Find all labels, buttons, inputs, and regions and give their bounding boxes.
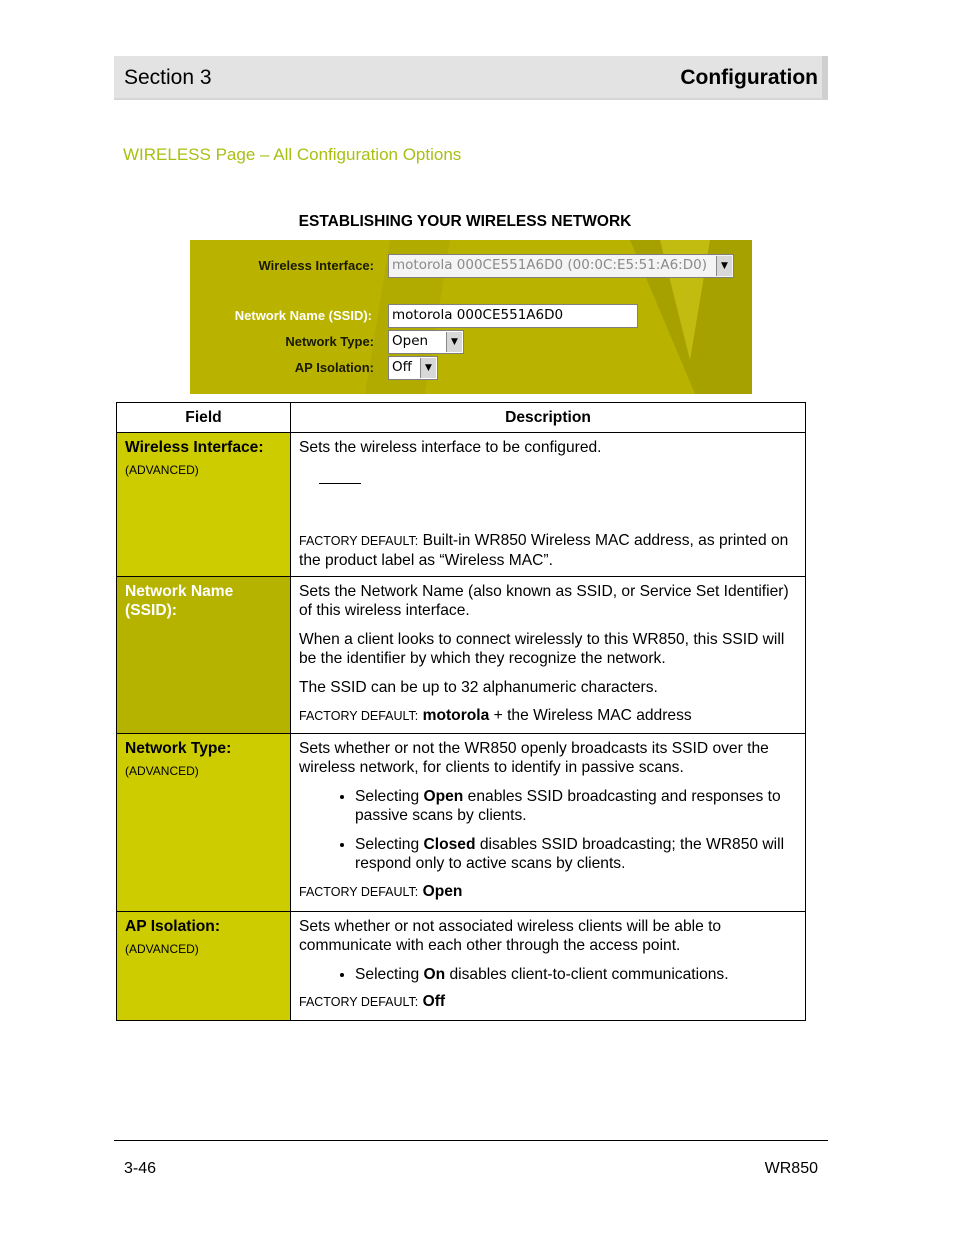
table-row: [117, 733, 806, 911]
field-name: Wireless Interface:: [125, 439, 264, 456]
description-text: The SSID can be up to 32 alphanumeric characters.: [299, 678, 658, 696]
bullet-text: disables client-to-client communications.: [445, 965, 729, 983]
section-title: Configuration: [680, 66, 818, 89]
list-item: [355, 835, 797, 874]
field-note: (ADVANCED): [125, 941, 199, 956]
ap-isolation-value: Off: [392, 359, 412, 375]
factory-default-value: Open: [418, 882, 463, 900]
field-cell: [117, 433, 291, 577]
page-heading: WIRELESS Page – All Configuration Options: [123, 145, 462, 164]
network-type-label: Network Type:: [285, 334, 374, 349]
bullet-option: Open: [423, 787, 464, 805]
field-note: (ADVANCED): [125, 763, 199, 778]
footer-divider: [114, 1140, 828, 1141]
page-number: 3-46: [124, 1160, 157, 1177]
factory-default: [299, 706, 797, 727]
factory-default-label: FACTORY DEFAULT:: [299, 709, 419, 723]
factory-default-label: FACTORY DEFAULT:: [299, 533, 419, 548]
field-description-table: [116, 402, 806, 1021]
bullet-text: disables SSID broadcasting; the WR850 will respond only to active scans by clients.: [355, 835, 785, 872]
field-name: Network Type:: [125, 739, 232, 757]
product-name: WR850: [764, 1160, 818, 1177]
wireless-interface-label: Wireless Interface:: [258, 258, 374, 273]
ap-isolation-select[interactable]: [388, 356, 438, 380]
description-text: Sets the Network Name (also known as SSID, or Service Set Identifier) of this wireless interface.: [299, 582, 789, 619]
network-type-value: Open: [392, 333, 429, 349]
description-text: Sets whether or not associated wireless clients will be able to communicate with each other through the access point.: [299, 917, 722, 954]
factory-default-suffix: + the Wireless MAC address: [489, 707, 692, 724]
factory-default-value: Built-in WR850 Wireless MAC address, as printed on the product label as “Wireless MAC”.: [299, 531, 789, 569]
ap-isolation-label: AP Isolation:: [294, 360, 374, 375]
wireless-interface-select[interactable]: [388, 254, 734, 278]
ssid-label: Network Name (SSID):: [234, 308, 372, 323]
field-cell: [117, 733, 291, 911]
option-list: [299, 965, 797, 985]
chevron-down-icon: ▼: [446, 332, 462, 352]
column-header-description: Description: [291, 403, 806, 433]
column-header-field: Field: [117, 403, 291, 433]
blank-line: [319, 483, 361, 484]
description-cell: [291, 576, 806, 733]
factory-default-value: motorola: [418, 707, 490, 724]
table-row: [117, 576, 806, 733]
option-list: [299, 787, 797, 874]
ssid-input[interactable]: motorola 000CE551A6D0: [388, 304, 638, 328]
factory-default-label: FACTORY DEFAULT:: [299, 995, 419, 1009]
figure-subheading: ESTABLISHING YOUR WIRELESS NETWORK: [298, 213, 632, 230]
factory-default: [299, 531, 797, 571]
network-type-select[interactable]: [388, 330, 464, 354]
chevron-down-icon: ▼: [420, 358, 436, 378]
factory-default: [299, 992, 797, 1013]
field-name: AP Isolation:: [125, 917, 221, 935]
bullet-option: Closed: [423, 835, 476, 853]
description-text: Sets the wireless interface to be configured.: [299, 439, 602, 456]
bullet-text: Selecting: [355, 787, 424, 805]
wireless-interface-value: motorola 000CE551A6D0 (00:0C:E5:51:A6:D0): [392, 257, 707, 273]
table-row: [117, 911, 806, 1020]
bullet-text: enables SSID broadcasting and responses to passive scans by clients.: [355, 787, 781, 824]
table-row: [117, 433, 806, 577]
field-cell: [117, 911, 291, 1020]
field-cell: [117, 576, 291, 733]
bullet-text: Selecting: [355, 835, 424, 853]
bullet-option: On: [423, 965, 446, 983]
factory-default-value: Off: [418, 993, 446, 1010]
factory-default-label: FACTORY DEFAULT:: [299, 884, 419, 899]
chevron-down-icon: ▼: [716, 256, 732, 276]
wireless-settings-screenshot: [190, 240, 752, 394]
bullet-text: Selecting: [355, 965, 424, 983]
list-item: [355, 787, 797, 826]
section-header: [114, 56, 828, 100]
description-text: Sets whether or not the WR850 openly broadcasts its SSID over the wireless network, for clients to identify in passive scans.: [299, 739, 769, 776]
field-note: (ADVANCED): [125, 463, 199, 477]
description-cell: [291, 433, 806, 577]
section-label: Section 3: [124, 66, 212, 89]
field-name: Network Name (SSID):: [125, 582, 234, 619]
list-item: [355, 965, 797, 985]
description-text: When a client looks to connect wirelessly to this WR850, this SSID will be the identifier by which they recognize the network.: [299, 630, 785, 667]
description-cell: [291, 733, 806, 911]
table-header-row: [117, 403, 806, 433]
factory-default: [299, 882, 797, 903]
description-cell: [291, 911, 806, 1020]
